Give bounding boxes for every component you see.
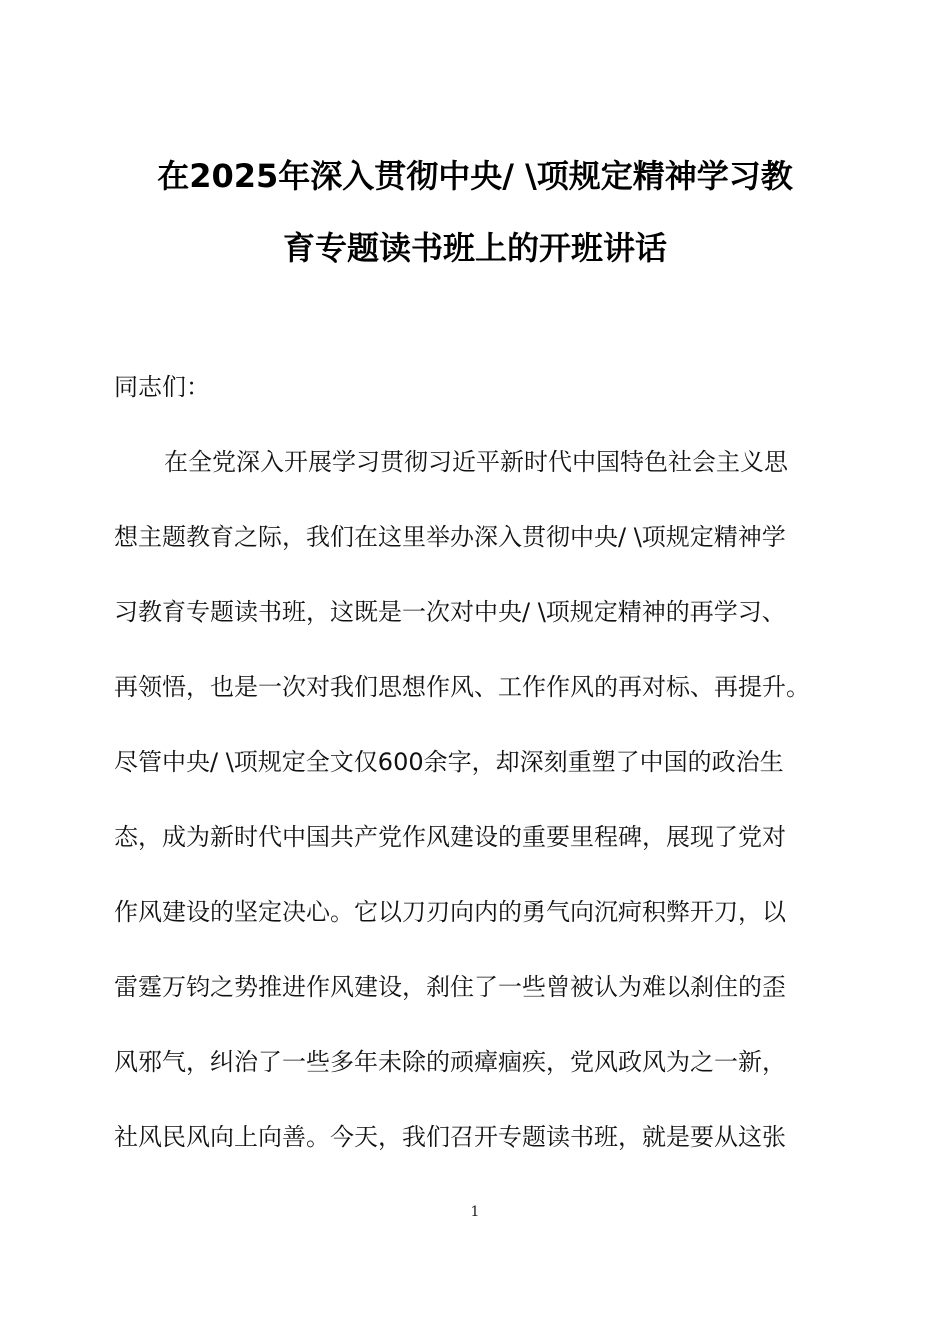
paragraph-line-3: 习教育专题读书班，这既是一次对中央/ \项规定精神的再学习、 <box>114 598 786 626</box>
paragraph-line-2: 想主题教育之际，我们在这里举办深入贯彻中央/ \项规定精神学 <box>114 523 786 551</box>
document-body <box>114 350 854 1175</box>
title-line-1: 在2025年深入贯彻中央/ \项规定精神学习教 <box>157 157 793 195</box>
paragraph-line-10: 社风民风向上向善。今天，我们召开专题读书班，就是要从这张 <box>114 1123 786 1151</box>
paragraph-line-8: 雷霆万钧之势推进作风建设，刹住了一些曾被认为难以刹住的歪 <box>114 973 786 1001</box>
document-title <box>100 140 850 284</box>
paragraph-line-5: 尽管中央/ \项规定全文仅600余字，却深刻重塑了中国的政治生 <box>114 748 784 776</box>
paragraph-line-6: 态，成为新时代中国共产党作风建设的重要里程碑，展现了党对 <box>114 823 786 851</box>
paragraph-line-7: 作风建设的坚定决心。它以刀刃向内的勇气向沉疴积弊开刀，以 <box>114 898 786 926</box>
title-line-2: 育专题读书班上的开班讲话 <box>282 229 667 267</box>
paragraph-line-4: 再领悟，也是一次对我们思想作风、工作作风的再对标、再提升。 <box>114 673 810 701</box>
paragraph-line-1: 在全党深入开展学习贯彻习近平新时代中国特色社会主义思 <box>164 448 788 476</box>
page-number: 1 <box>470 1204 480 1220</box>
paragraph-line-9: 风邪气，纠治了一些多年未除的顽瘴痼疾，党风政风为之一新， <box>114 1048 786 1076</box>
salutation: 同志们： <box>114 373 210 401</box>
